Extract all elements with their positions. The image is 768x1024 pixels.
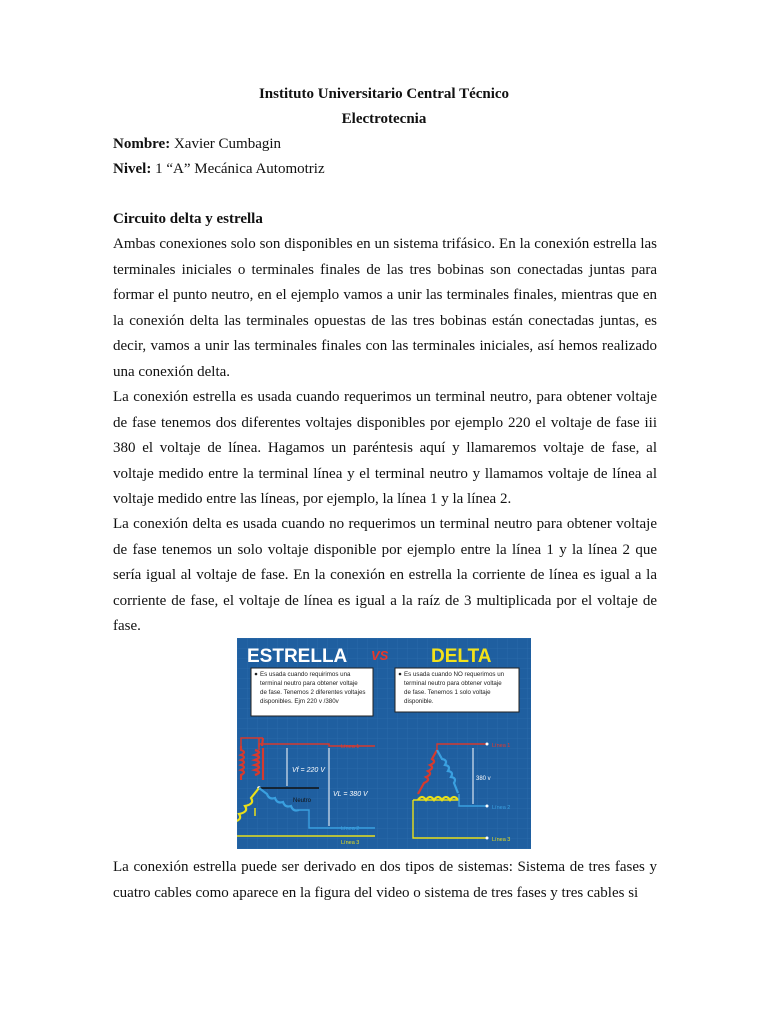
paragraph-4: La conexión estrella puede ser derivado en dos tipos de sistemas: Sistema de tres fases y cuatro cables como aparece en la figura del video o sistema de tres fases y tres cables si bbox=[113, 859, 657, 901]
estrella-note: Es usada cuando requirimos una terminal neutro para obtener voltaje de fase. Tenemos 2 diferentes voltajes disponibles. Ejm 220 v /380v bbox=[260, 671, 366, 705]
paragraph-2: La conexión estrella es usada cuando requerimos un terminal neutro, para obtener voltaje de fase tenemos dos diferentes voltajes disponibles por ejemplo 220 el voltaje de fase iii 380 el voltaje de línea. Hagamos un paréntesis aquí y llamaremos voltaje de fase, al voltaje medido entre la terminal línea y el terminal neutro y llamamos voltaje de línea al voltaje medido entre las líneas, por ejemplo, la línea 1 y la línea 2. bbox=[113, 389, 657, 507]
level-value: 1 “A” Mecánica Automotriz bbox=[155, 161, 325, 177]
delta-voltage-label: 380 v bbox=[476, 776, 491, 782]
vl-label: VL = 380 V bbox=[333, 791, 368, 798]
delta-note: Es usada cuando NO requerimos un terminal neutro para obtener voltaje de fase. Tenemos 1 solo voltaje disponible. bbox=[404, 671, 505, 705]
paragraph-1: Ambas conexiones solo son disponibles en un sistema trifásico. En la conexión estrella las terminales iniciales o terminales finales de las tres bobinas son conectadas juntas para formar el punto neutro, en el ejemplo vamos a unir las terminales finales, mientras que en la conexión delta las terminales opuestas de las tres bobinas están conectadas juntas, es decir, vamos a unir las terminales finales con las terminales iniciales, así hemos realizado una conexión delta. bbox=[113, 236, 657, 380]
section-heading: Circuito delta y estrella bbox=[113, 211, 263, 227]
neutro-label: Neutro bbox=[293, 798, 312, 804]
institution-title: Instituto Universitario Central Técnico bbox=[258, 86, 510, 102]
delta-linea2: Línea 2 bbox=[492, 805, 511, 811]
estrella-linea2: Línea 2 bbox=[341, 826, 360, 832]
estrella-vs-delta-figure bbox=[237, 638, 531, 849]
subject-title: Electrotecnia bbox=[341, 111, 427, 127]
estrella-title: ESTRELLA bbox=[247, 646, 348, 667]
delta-linea3: Línea 3 bbox=[492, 837, 511, 843]
estrella-linea3: Línea 3 bbox=[341, 840, 360, 846]
student-name bbox=[113, 136, 281, 153]
vf-label: Vf = 220 V bbox=[292, 767, 325, 774]
delta-linea1: Línea 1 bbox=[492, 743, 511, 749]
level-label: Nivel: bbox=[113, 161, 152, 177]
delta-title: DELTA bbox=[431, 646, 492, 667]
vs-label: VS bbox=[371, 648, 389, 663]
estrella-linea1: Línea 1 bbox=[341, 744, 360, 750]
name-value: Xavier Cumbagin bbox=[173, 136, 282, 152]
paragraph-3: La conexión delta es usada cuando no requerimos un terminal neutro para obtener voltaje de fase tenemos un solo voltaje disponible por ejemplo entre la línea 1 y la línea 2 que sería igual al voltaje de fase. En la conexión en estrella la corriente de línea es igual a la corriente de fase, el voltaje de línea es igual a la raíz de 3 multiplicada por el voltaje de fase. bbox=[113, 516, 657, 634]
name-label: Nombre: bbox=[113, 136, 171, 152]
student-level bbox=[113, 161, 325, 178]
